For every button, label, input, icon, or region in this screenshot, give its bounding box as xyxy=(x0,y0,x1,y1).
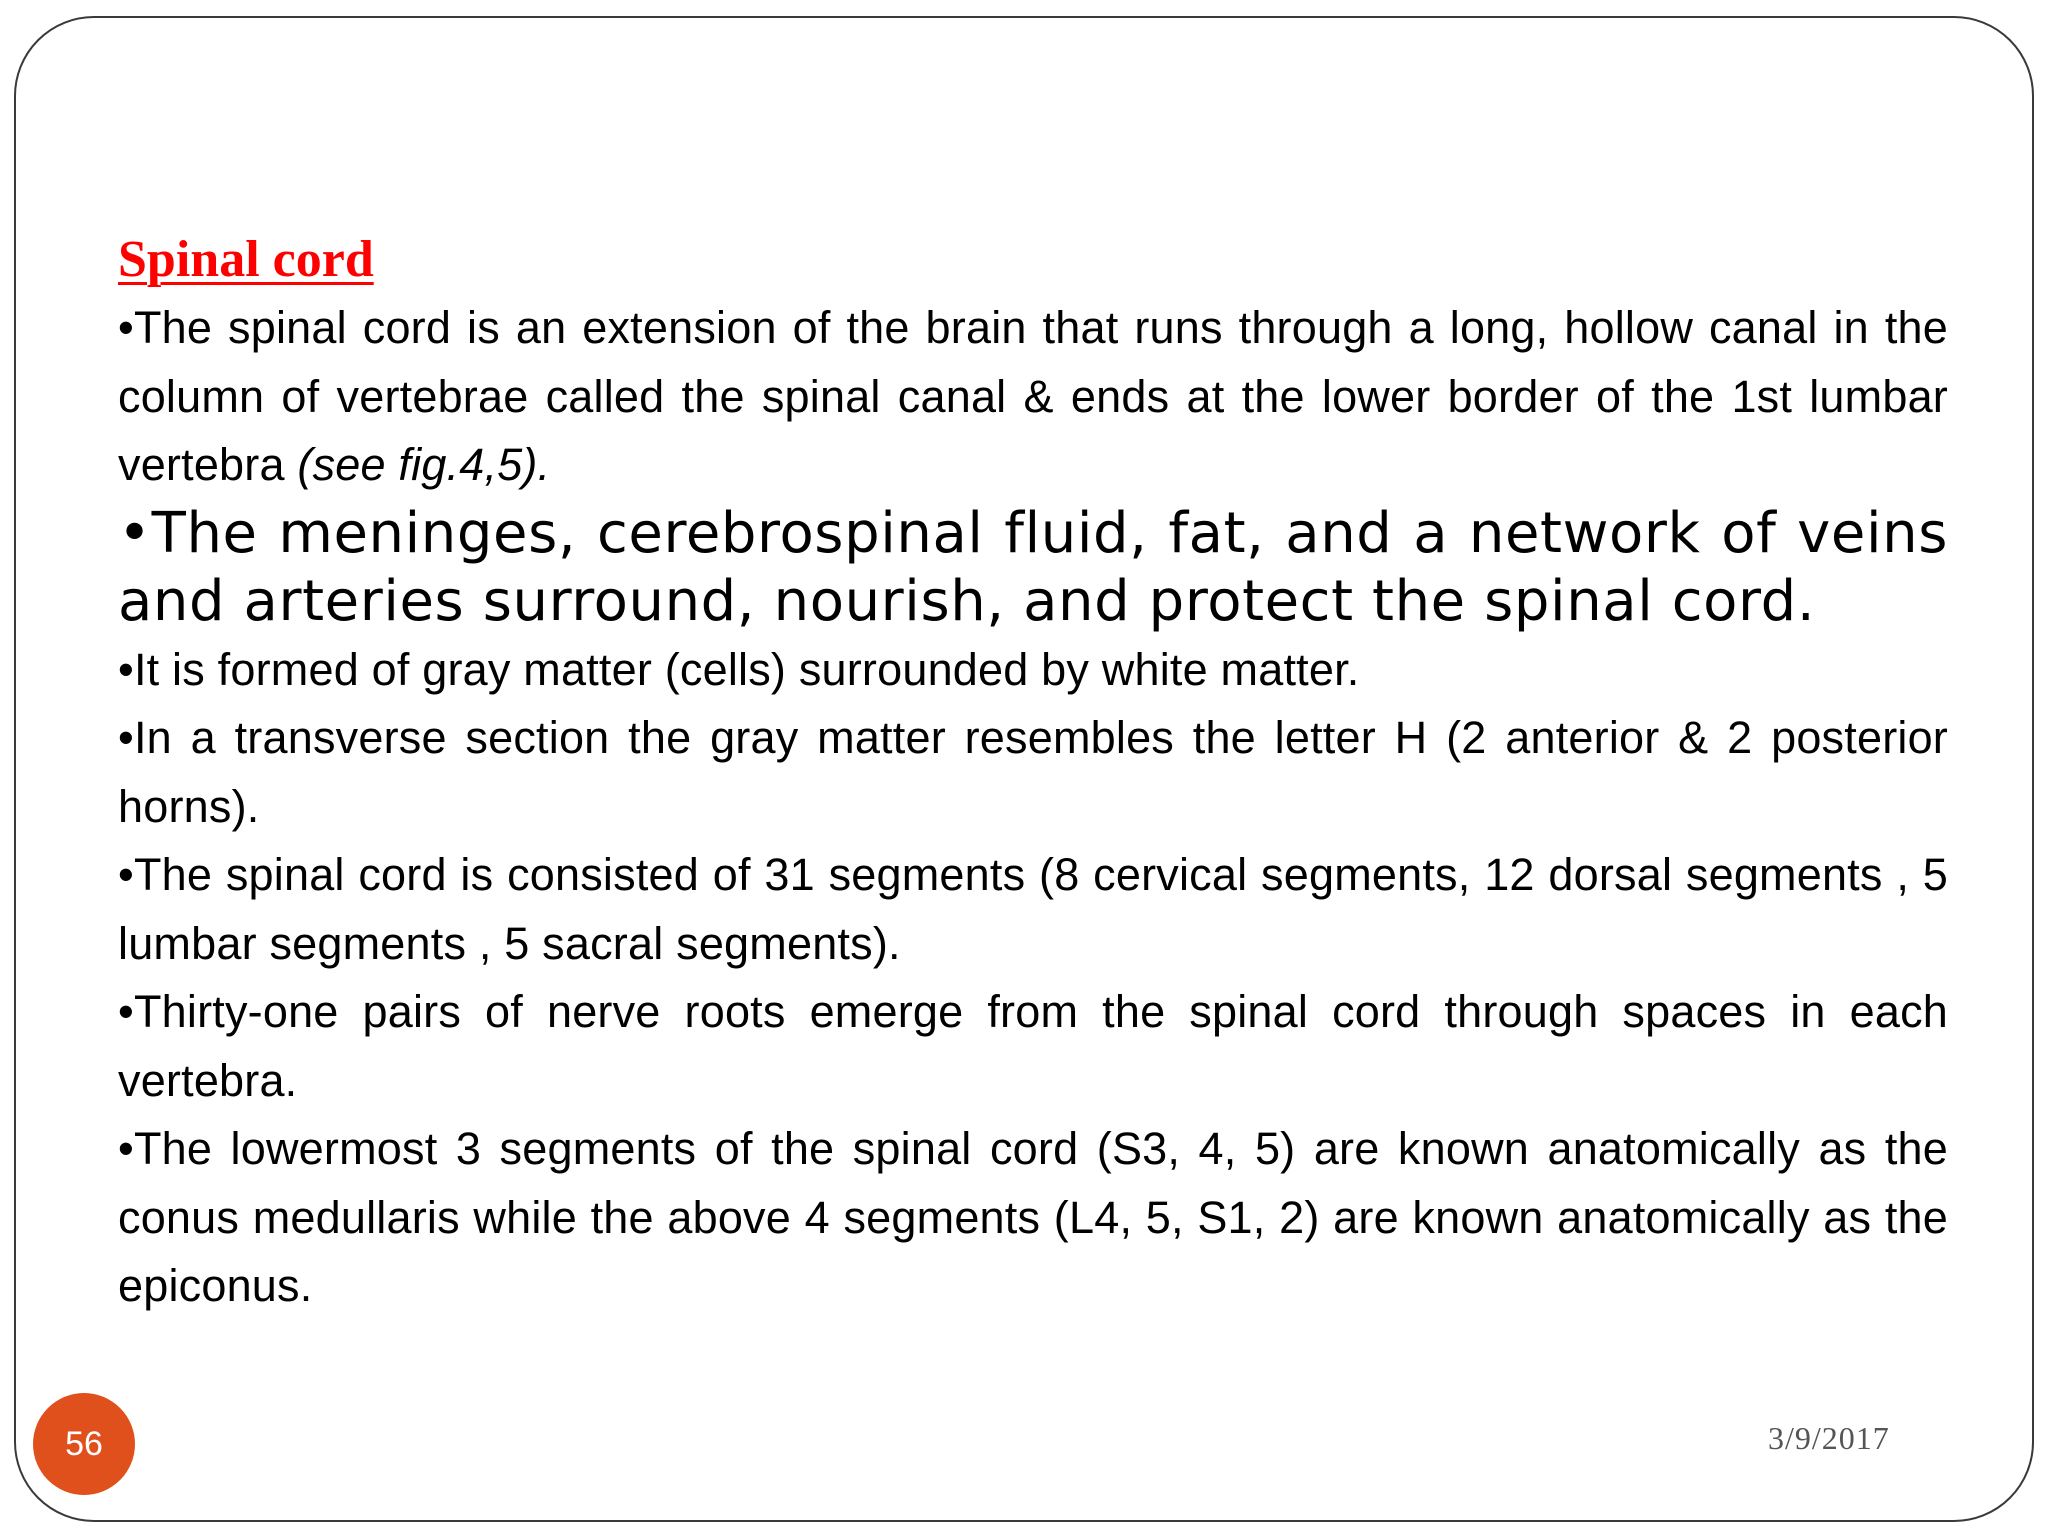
paragraph-transverse-section: •In a transverse section the gray matter resembles the letter H (2 anterior & 2 posterior horns). xyxy=(118,712,1948,832)
slide-frame xyxy=(14,16,2034,1522)
paragraph-gray-matter: •It is formed of gray matter (cells) surrounded by white matter. xyxy=(118,643,1360,695)
page-number: 56 xyxy=(65,1424,103,1463)
paragraph-segments: •The spinal cord is consisted of 31 segments (8 cervical segments, 12 dorsal segments , 5 lumbar segments , 5 sacral segments). xyxy=(118,849,1948,969)
paragraph-meninges: •The meninges, cerebrospinal fluid, fat, and a network of veins and arteries surround, nourish, and protect the spinal cord. xyxy=(118,500,1948,634)
paragraph-extension xyxy=(118,294,1948,500)
slide-content xyxy=(118,226,1948,1321)
paragraph-nerve-roots: •Thirty-one pairs of nerve roots emerge from the spinal cord through spaces in each vertebra. xyxy=(118,986,1948,1106)
slide-date: 3/9/2017 xyxy=(1768,1420,1890,1456)
figure-reference: (see fig.4,5). xyxy=(297,439,551,490)
paragraph-text: •The spinal cord is an extension of the brain that runs through a long, hollow canal in the column of vertebrae called the spinal canal & ends at the lower border of the 1st lumbar vertebra xyxy=(118,302,1948,490)
paragraph-conus-medullaris: •The lowermost 3 segments of the spinal cord (S3, 4, 5) are known anatomically as the conus medullaris while the above 4 segments (L4, 5, S1, 2) are known anatomically as the epiconus. xyxy=(118,1123,1948,1311)
slide-title: Spinal cord xyxy=(118,231,374,288)
page-number-badge xyxy=(33,1393,135,1495)
